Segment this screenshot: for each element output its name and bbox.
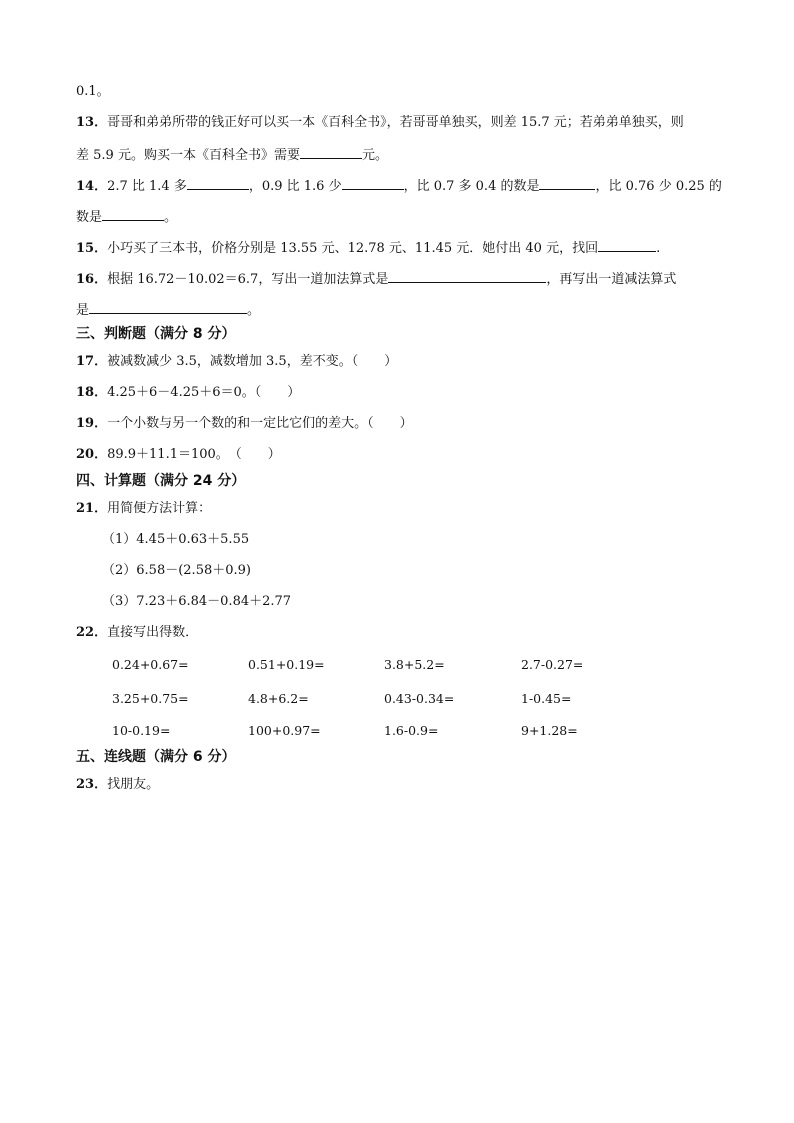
question-text: ，0.9 比 1.6 少: [248, 179, 342, 194]
question-number: 19．: [76, 416, 108, 431]
answer-blank[interactable]: [598, 238, 656, 252]
question-text: 4.25＋6－4.25＋6＝0。（ ）: [107, 385, 301, 400]
question-text: 一个小数与另一个数的和一定比它们的差大。（ ）: [107, 416, 413, 431]
question-text: 根据 16.72－10.02＝6.7，写出一道加法算式是: [107, 272, 389, 287]
question-14-line-1: [76, 176, 722, 196]
section-heading-calculation: 四、计算题（满分 24 分）: [76, 473, 246, 489]
question-text: ，再写出一道减法算式: [546, 272, 677, 287]
question-18: [76, 384, 300, 402]
question-text: 哥哥和弟弟所带的钱正好可以买一本《百科全书》，若哥哥单独买，则差 15.7 元；若弟弟单独买，则: [107, 115, 684, 130]
question-13-line-1: [76, 114, 684, 132]
question-text: 89.9＋11.1＝100。 （ ）: [107, 447, 281, 462]
question-15: [76, 238, 660, 258]
answer-blank[interactable]: [539, 176, 595, 190]
question-23: [76, 776, 159, 794]
question-text: 直接写出得数．: [107, 625, 199, 640]
question-13-line-2: [76, 145, 388, 165]
question-text: 是: [76, 303, 90, 318]
question-22: [76, 624, 198, 642]
answer-blank[interactable]: [388, 269, 546, 283]
calc-item-3: （3）7.23＋6.84－0.84＋2.77: [102, 594, 292, 609]
question-text: 差 5.9 元。购买一本《百科全书》需要: [76, 148, 300, 163]
question-14-line-2: [76, 207, 177, 227]
calc-item-2: （2）6.58－(2.58＋0.9): [102, 563, 251, 578]
oral-calc-item: 1-0.45=: [521, 691, 572, 706]
question-19: [76, 415, 413, 433]
question-20: [76, 446, 281, 464]
answer-blank[interactable]: [187, 176, 249, 190]
oral-calc-item: 0.24+0.67=: [112, 657, 189, 672]
question-text: 找朋友。: [107, 777, 160, 792]
question-text: 数是: [76, 210, 103, 225]
question-text: 用简便方法计算：: [107, 501, 212, 516]
calc-item-1: （1）4.45＋0.63＋5.55: [102, 532, 250, 547]
continued-text: 0.1。: [76, 84, 110, 99]
oral-calc-item: 4.8+6.2=: [248, 691, 309, 706]
question-16-line-1: [76, 269, 676, 289]
answer-blank[interactable]: [342, 176, 404, 190]
question-number: 22．: [76, 625, 108, 640]
question-number: 20．: [76, 447, 108, 462]
oral-calc-item: 3.8+5.2=: [384, 657, 445, 672]
question-number: 21．: [76, 501, 108, 516]
question-text: 被减数减少 3.5，减数增加 3.5，差不变。（ ）: [107, 354, 398, 369]
question-text: 。: [247, 303, 261, 318]
question-number: 18．: [76, 385, 108, 400]
oral-calc-item: 1.6-0.9=: [384, 723, 439, 738]
question-text: 。: [164, 210, 178, 225]
question-text: 小巧买了三本书，价格分别是 13.55 元、12.78 元、11.45 元．她付出 40 元，找回: [107, 241, 599, 256]
question-17: [76, 353, 397, 371]
oral-calc-item: 0.51+0.19=: [248, 657, 325, 672]
oral-calc-item: 100+0.97=: [248, 723, 321, 738]
question-21: [76, 500, 211, 518]
question-number: 23．: [76, 777, 108, 792]
question-16-line-2: [76, 300, 260, 320]
answer-blank[interactable]: [300, 145, 362, 159]
question-number: 17．: [76, 354, 108, 369]
oral-calc-item: 10-0.19=: [112, 723, 171, 738]
question-text: 2.7 比 1.4 多: [107, 179, 187, 194]
question-number: 14．: [76, 179, 108, 194]
oral-calc-item: 0.43-0.34=: [384, 691, 455, 706]
answer-blank[interactable]: [102, 207, 164, 221]
question-number: 16．: [76, 272, 108, 287]
section-heading-matching: 五、连线题（满分 6 分）: [76, 749, 236, 765]
question-text: .: [656, 241, 661, 256]
answer-blank[interactable]: [89, 300, 247, 314]
question-number: 13．: [76, 115, 108, 130]
question-number: 15．: [76, 241, 108, 256]
question-text: 元。: [361, 148, 388, 163]
oral-calc-item: 3.25+0.75=: [112, 691, 189, 706]
oral-calc-item: 9+1.28=: [521, 723, 578, 738]
section-heading-judgement: 三、判断题（满分 8 分）: [76, 326, 236, 342]
oral-calc-item: 2.7-0.27=: [521, 657, 584, 672]
question-text: ，比 0.76 少 0.25 的: [595, 179, 722, 194]
question-text: ，比 0.7 多 0.4 的数是: [403, 179, 540, 194]
